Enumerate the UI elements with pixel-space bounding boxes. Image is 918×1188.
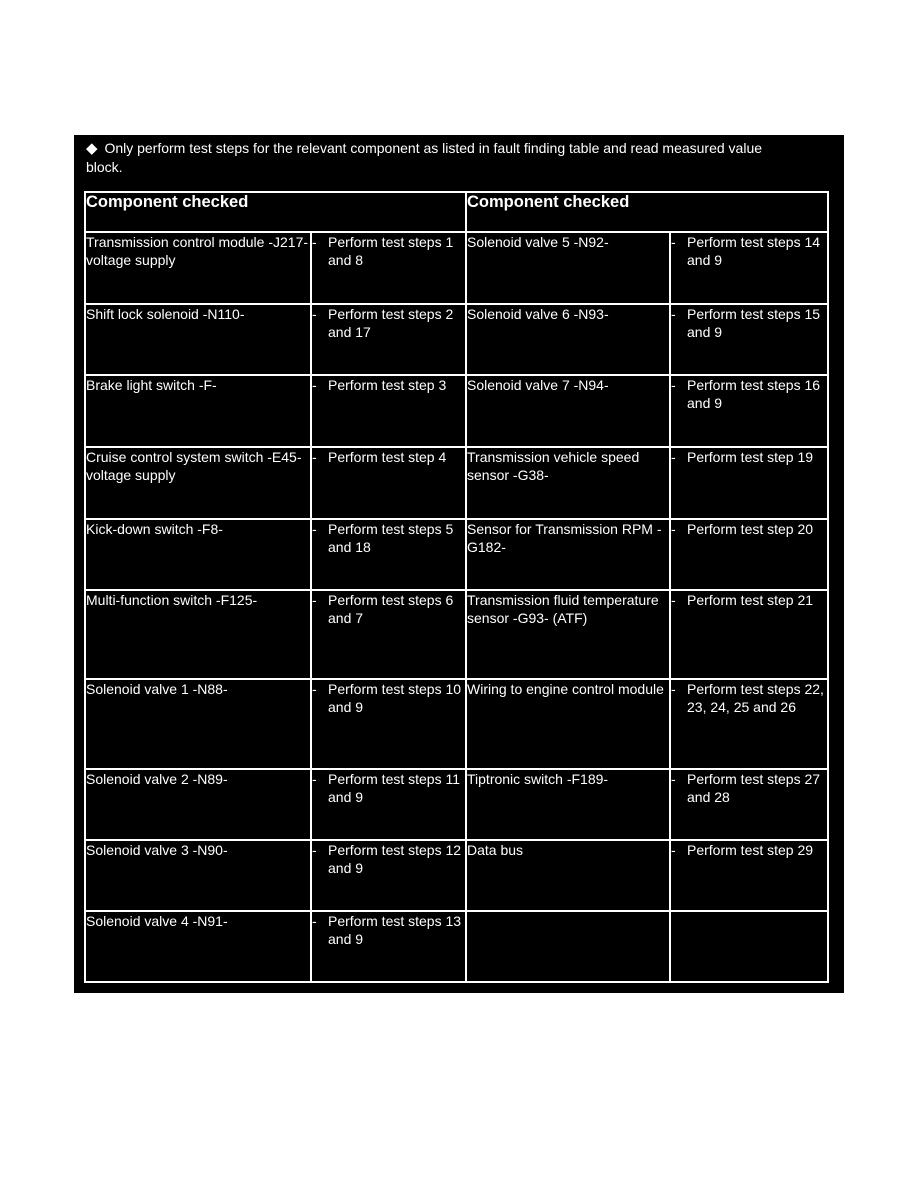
component-cell: Transmission vehicle speed sensor -G38- bbox=[466, 447, 670, 519]
component-cell: Solenoid valve 1 -N88- bbox=[85, 679, 311, 769]
action-cell bbox=[670, 447, 828, 519]
action-text: Perform test step 21 bbox=[687, 592, 814, 608]
action-cell bbox=[311, 769, 466, 840]
dash-bullet: - bbox=[312, 377, 317, 393]
dash-bullet: - bbox=[312, 771, 317, 787]
dash-bullet: - bbox=[671, 377, 676, 393]
action-cell bbox=[311, 232, 466, 304]
action-text: Perform test steps 5 and 18 bbox=[328, 521, 454, 555]
component-cell bbox=[466, 911, 670, 982]
table-row bbox=[85, 232, 828, 304]
header-component-checked-right: Component checked bbox=[466, 192, 828, 232]
component-cell: Solenoid valve 7 -N94- bbox=[466, 375, 670, 447]
dash-bullet: - bbox=[671, 449, 676, 465]
table-row bbox=[85, 911, 828, 982]
dash-bullet: - bbox=[312, 234, 317, 250]
action-text: Perform test steps 22, 23, 24, 25 and 26 bbox=[687, 681, 824, 715]
action-cell bbox=[311, 375, 466, 447]
action-text: Perform test step 4 bbox=[328, 449, 447, 465]
action-cell bbox=[670, 590, 828, 679]
dash-bullet: - bbox=[312, 306, 317, 322]
action-text: Perform test step 29 bbox=[687, 842, 814, 858]
action-cell bbox=[311, 840, 466, 911]
action-text: Perform test steps 2 and 17 bbox=[328, 306, 454, 340]
action-cell bbox=[670, 519, 828, 590]
action-text: Perform test steps 11 and 9 bbox=[328, 771, 461, 805]
action-cell bbox=[311, 590, 466, 679]
table-row bbox=[85, 447, 828, 519]
component-cell: Kick-down switch -F8- bbox=[85, 519, 311, 590]
dash-bullet: - bbox=[312, 521, 317, 537]
component-cell: Solenoid valve 4 -N91- bbox=[85, 911, 311, 982]
action-cell bbox=[311, 447, 466, 519]
component-cell: Cruise control system switch -E45- voltage supply bbox=[85, 447, 311, 519]
instruction-note bbox=[86, 139, 786, 176]
action-cell bbox=[670, 769, 828, 840]
component-cell: Data bus bbox=[466, 840, 670, 911]
action-text: Perform test steps 16 and 9 bbox=[687, 377, 821, 411]
table-row bbox=[85, 840, 828, 911]
table-row bbox=[85, 590, 828, 679]
dash-bullet: - bbox=[671, 234, 676, 250]
dash-bullet: - bbox=[671, 842, 676, 858]
header-component-checked-left: Component checked bbox=[85, 192, 466, 232]
diamond-bullet-icon: ◆ bbox=[86, 140, 98, 157]
component-cell: Multi-function switch -F125- bbox=[85, 590, 311, 679]
component-cell: Sensor for Transmission RPM -G182- bbox=[466, 519, 670, 590]
dash-bullet: - bbox=[671, 771, 676, 787]
action-cell bbox=[670, 375, 828, 447]
component-cell: Solenoid valve 3 -N90- bbox=[85, 840, 311, 911]
action-cell bbox=[670, 304, 828, 375]
component-cell: Brake light switch -F- bbox=[85, 375, 311, 447]
action-text: Perform test steps 6 and 7 bbox=[328, 592, 454, 626]
action-text: Perform test step 19 bbox=[687, 449, 814, 465]
dash-bullet: - bbox=[312, 842, 317, 858]
component-table bbox=[84, 191, 829, 983]
action-text: Perform test step 3 bbox=[328, 377, 447, 393]
table-row bbox=[85, 304, 828, 375]
action-text: Perform test steps 13 and 9 bbox=[328, 913, 462, 947]
dash-bullet: - bbox=[671, 521, 676, 537]
table-row bbox=[85, 769, 828, 840]
action-cell bbox=[311, 519, 466, 590]
dash-bullet: - bbox=[312, 449, 317, 465]
action-text: Perform test steps 27 and 28 bbox=[687, 771, 821, 805]
action-cell bbox=[670, 679, 828, 769]
component-cell: Solenoid valve 6 -N93- bbox=[466, 304, 670, 375]
fault-finding-panel bbox=[74, 135, 844, 993]
action-cell bbox=[670, 911, 828, 982]
action-text: Perform test steps 12 and 9 bbox=[328, 842, 462, 876]
instruction-text: Only perform test steps for the relevant component as listed in fault finding table and read measured value block. bbox=[86, 140, 763, 175]
dash-bullet: - bbox=[671, 306, 676, 322]
dash-bullet: - bbox=[312, 913, 317, 929]
action-text: Perform test steps 10 and 9 bbox=[328, 681, 462, 715]
action-text: Perform test step 20 bbox=[687, 521, 814, 537]
dash-bullet: - bbox=[671, 681, 676, 697]
action-cell bbox=[311, 304, 466, 375]
table-row bbox=[85, 519, 828, 590]
component-cell: Wiring to engine control module bbox=[466, 679, 670, 769]
action-text: Perform test steps 1 and 8 bbox=[328, 234, 454, 268]
component-cell: Transmission fluid temperature sensor -G93- (ATF) bbox=[466, 590, 670, 679]
component-cell: Transmission control module -J217- voltage supply bbox=[85, 232, 311, 304]
action-cell bbox=[311, 911, 466, 982]
component-cell: Tiptronic switch -F189- bbox=[466, 769, 670, 840]
component-cell: Shift lock solenoid -N110- bbox=[85, 304, 311, 375]
action-cell bbox=[311, 679, 466, 769]
table-row bbox=[85, 679, 828, 769]
action-cell bbox=[670, 232, 828, 304]
table-row bbox=[85, 375, 828, 447]
action-text: Perform test steps 14 and 9 bbox=[687, 234, 821, 268]
action-cell bbox=[670, 840, 828, 911]
dash-bullet: - bbox=[312, 592, 317, 608]
dash-bullet: - bbox=[312, 681, 317, 697]
component-cell: Solenoid valve 2 -N89- bbox=[85, 769, 311, 840]
action-text: Perform test steps 15 and 9 bbox=[687, 306, 821, 340]
component-cell: Solenoid valve 5 -N92- bbox=[466, 232, 670, 304]
dash-bullet: - bbox=[671, 592, 676, 608]
